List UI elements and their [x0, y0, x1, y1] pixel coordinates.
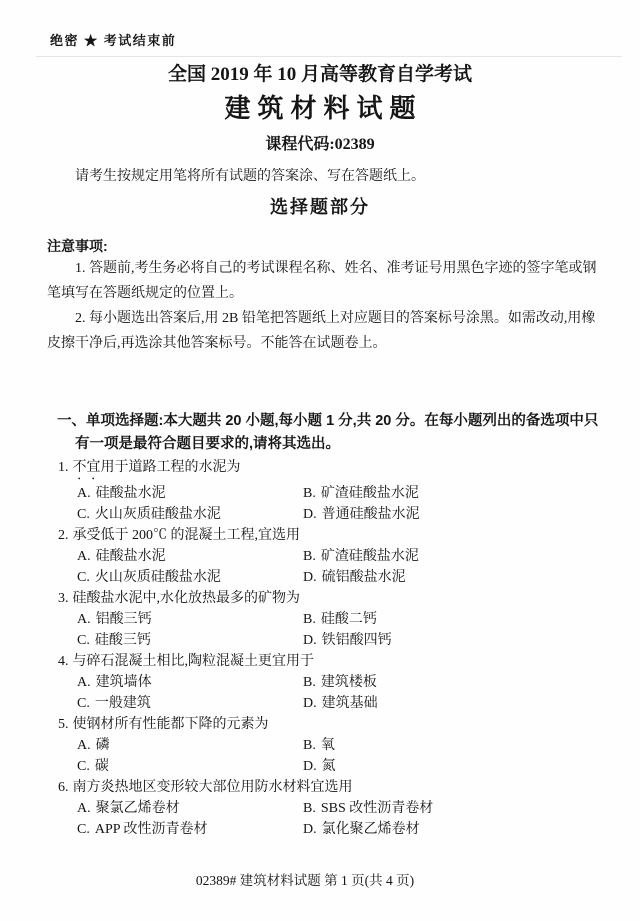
option-label: B. — [303, 675, 316, 690]
question-stem — [58, 588, 612, 609]
option-text: 矿渣硅酸盐水泥 — [320, 549, 419, 564]
option-label: D. — [303, 507, 317, 522]
option-label: C. — [77, 633, 90, 648]
option-label: C. — [77, 759, 90, 774]
paper-title: 建筑材料试题 — [224, 93, 423, 123]
option-b — [303, 483, 612, 504]
option-d — [303, 756, 612, 777]
question-number: 4. — [58, 654, 69, 669]
option-label: A. — [77, 801, 91, 816]
option-text: 硅酸二钙 — [320, 612, 377, 627]
option-text: 硅酸三钙 — [94, 633, 151, 648]
option-text: 普通硅酸盐水泥 — [321, 507, 420, 522]
option-b — [303, 546, 612, 567]
option-text: 氯化聚乙烯卷材 — [321, 822, 420, 837]
question-stem — [58, 777, 612, 798]
question-5 — [58, 714, 612, 777]
exam-session-title: 全国 2019 年 10 月高等教育自学考试 — [167, 64, 472, 85]
section-heading — [57, 410, 608, 456]
option-a — [77, 546, 303, 567]
question-stem-text: 硅酸盐水泥中,水化放热最多的矿物为 — [72, 591, 300, 606]
option-text: APP 改性沥青卷材 — [94, 822, 208, 837]
option-label: A. — [77, 738, 91, 753]
option-d — [303, 693, 612, 714]
course-code: 课程代码:02389 — [265, 136, 375, 153]
option-label: C. — [77, 507, 90, 522]
option-label: C. — [77, 822, 90, 837]
notes-heading: 注意事项: — [47, 238, 108, 254]
option-label: A. — [77, 612, 91, 627]
option-label: B. — [303, 612, 316, 627]
option-text: 铝酸三钙 — [95, 612, 152, 627]
question-stem-text: 承受低于 200℃ 的混凝土工程,宜选用 — [72, 528, 300, 543]
question-options — [58, 546, 612, 588]
question-stem-text: 用于道路工程的水泥为 — [100, 460, 241, 475]
option-text: 硅酸盐水泥 — [95, 549, 166, 564]
note-item: 2. 每小题选出答案后,用 2B 铅笔把答题纸上对应题目的答案标号涂黑。如需改动,用橡皮擦干净后,再选涂其他答案标号。不能答在试题卷上。 — [47, 311, 596, 351]
question-stem — [58, 525, 612, 546]
option-d — [303, 630, 612, 651]
question-stem-text: 使钢材所有性能都下降的元素为 — [72, 717, 269, 732]
option-text: SBS 改性沥青卷材 — [320, 801, 434, 816]
question-stem-text: 与碎石混凝土相比,陶粒混凝土更宜用于 — [72, 654, 314, 669]
option-b — [303, 672, 612, 693]
option-text: 铁铝酸四钙 — [321, 633, 392, 648]
question-options — [58, 609, 612, 651]
option-text: 氮 — [321, 759, 336, 774]
option-c — [77, 693, 303, 714]
exam-instruction: 请考生按规定用笔将所有试题的答案涂、写在答题纸上。 — [75, 169, 425, 184]
option-text: 火山灰质硅酸盐水泥 — [94, 507, 221, 522]
question-number: 6. — [58, 780, 69, 795]
question-2 — [58, 525, 612, 588]
option-c — [77, 819, 303, 840]
question-number: 2. — [58, 528, 69, 543]
question-1 — [58, 457, 612, 525]
option-text: 一般建筑 — [94, 696, 151, 711]
question-stem — [58, 714, 612, 735]
notes-block — [47, 256, 604, 356]
option-label: A. — [77, 486, 91, 501]
section-number: 一、 — [57, 413, 86, 429]
option-c — [77, 756, 303, 777]
option-text: 聚氯乙烯卷材 — [95, 801, 180, 816]
option-a — [77, 609, 303, 630]
option-label: B. — [303, 549, 316, 564]
part-title: 选择题部分 — [270, 197, 370, 217]
option-label: D. — [303, 822, 317, 837]
question-options — [58, 672, 612, 714]
option-label: D. — [303, 759, 317, 774]
question-options — [58, 798, 612, 840]
divider-line — [36, 56, 622, 57]
question-number: 3. — [58, 591, 69, 606]
page-footer: 02389# 建筑材料试题 第 1 页(共 4 页) — [195, 873, 415, 888]
option-label: C. — [77, 696, 90, 711]
question-6 — [58, 777, 612, 840]
question-stem — [58, 457, 612, 483]
option-text: 硫铝酸盐水泥 — [321, 570, 406, 585]
option-b — [303, 798, 612, 819]
option-a — [77, 798, 303, 819]
option-text: 建筑基础 — [321, 696, 378, 711]
question-list — [58, 457, 612, 840]
option-b — [303, 735, 612, 756]
option-label: B. — [303, 738, 316, 753]
section-heading-text: 单项选择题:本大题共 20 小题,每小题 1 分,共 20 分。在每小题列出的备选项中只有一项是最符合题目要求的,请将其选出。 — [75, 413, 599, 452]
option-text: 建筑楼板 — [320, 675, 377, 690]
option-a — [77, 672, 303, 693]
question-stem-emphasized: 不宜 — [72, 460, 101, 475]
option-d — [303, 567, 612, 588]
note-item: 1. 答题前,考生务必将自己的考试课程名称、姓名、准考证号用黑色字迹的签字笔或钢笔填写在答题纸规定的位置上。 — [47, 261, 597, 301]
option-c — [77, 630, 303, 651]
option-label: D. — [303, 633, 317, 648]
question-number: 5. — [58, 717, 69, 732]
option-text: 火山灰质硅酸盐水泥 — [94, 570, 221, 585]
option-b — [303, 609, 612, 630]
option-label: D. — [303, 696, 317, 711]
option-a — [77, 483, 303, 504]
option-text: 建筑墙体 — [95, 675, 152, 690]
option-c — [77, 567, 303, 588]
option-label: D. — [303, 570, 317, 585]
question-stem — [58, 651, 612, 672]
option-text: 硅酸盐水泥 — [95, 486, 166, 501]
option-c — [77, 504, 303, 525]
option-label: A. — [77, 675, 91, 690]
question-options — [58, 483, 612, 525]
option-label: B. — [303, 801, 316, 816]
question-3 — [58, 588, 612, 651]
option-label: A. — [77, 549, 91, 564]
option-label: B. — [303, 486, 316, 501]
option-d — [303, 504, 612, 525]
question-4 — [58, 651, 612, 714]
option-text: 磷 — [95, 738, 110, 753]
option-text: 氧 — [320, 738, 335, 753]
option-d — [303, 819, 612, 840]
classification-label: 绝密 ★ 考试结束前 — [50, 33, 177, 48]
option-text: 矿渣硅酸盐水泥 — [320, 486, 419, 501]
option-label: C. — [77, 570, 90, 585]
question-stem-text: 南方炎热地区变形较大部位用防水材料宜选用 — [72, 780, 353, 795]
question-options — [58, 735, 612, 777]
option-text: 碳 — [94, 759, 109, 774]
option-a — [77, 735, 303, 756]
question-number: 1. — [58, 460, 69, 475]
